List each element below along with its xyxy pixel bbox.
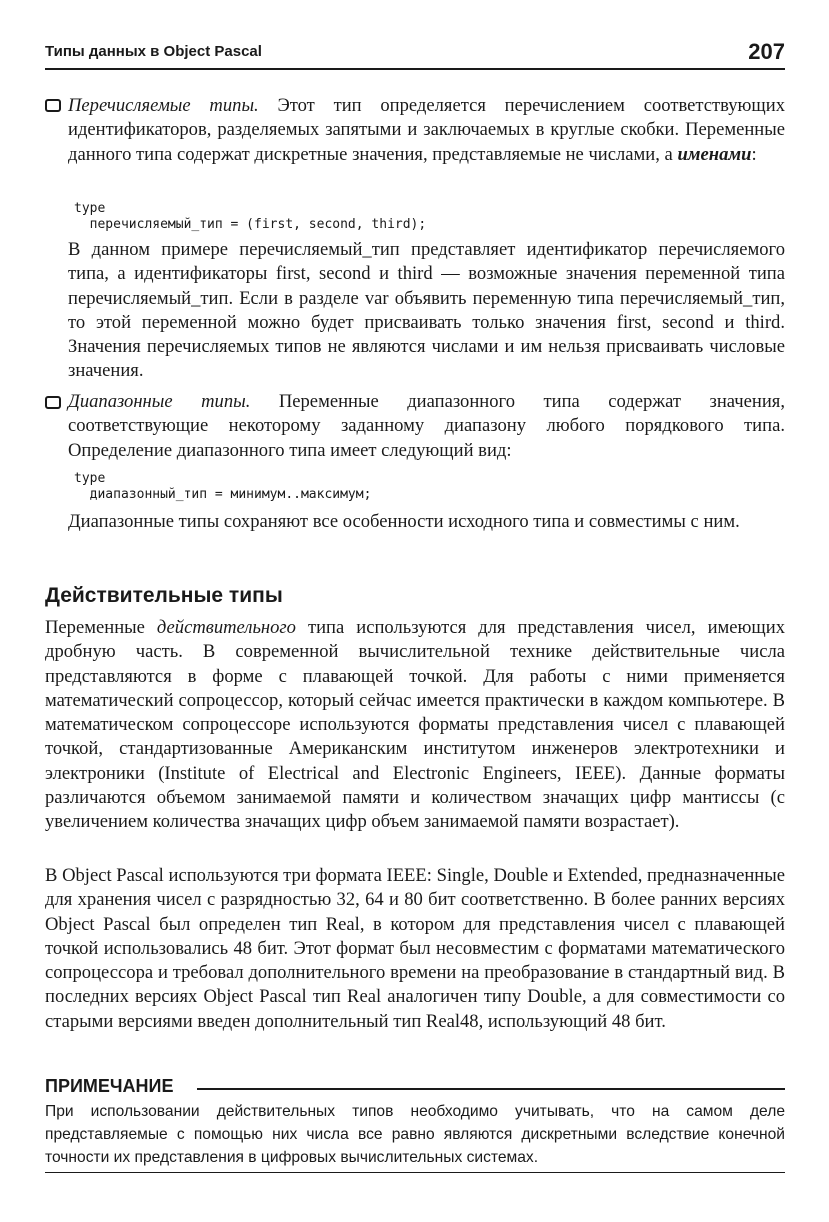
note-bottom-rule [45, 1172, 785, 1173]
note-text: При использовании действительных типов необходимо учитывать, что на самом деле представляемые с помощью них числа все равно являются дискретными вследствие конечной точности их представления в цифровых вычислительных системах. [45, 1103, 785, 1166]
code-enum: type перечисляемый_тип = (first, second, third); [74, 201, 427, 232]
bullet-text: Переменные диапазонного типа содержат значения, соответствующие некоторому заданному диапазону любого порядкового типа. Определение диапазонного типа имеет следующий вид: [68, 391, 785, 461]
bullet-enumerated-types [68, 94, 785, 167]
note-header [45, 1076, 785, 1100]
note-title: ПРИМЕЧАНИЕ [45, 1076, 174, 1096]
emphasis-real: действительного [156, 617, 296, 638]
term-range: Диапазонные типы. [68, 391, 251, 412]
running-header [45, 38, 785, 70]
emphasis-names: именами [677, 143, 752, 165]
colon: : [751, 143, 757, 165]
term-enumerated: Перечисляемые типы. [68, 95, 259, 116]
text: типа используются для представления чисел, имеющих дробную часть. В современной вычислительной технике действительные числа представляются в форме с плавающей точкой. Для работы с ними применяется математический сопроцессор, который сейчас имеется практически в каждом компьютере. В математическом сопроцессоре используются форматы представления чисел с плавающей точкой, стандартизованные Американским институтом инженеров электротехники и электроники (Institute of Electrical and Electronic Engineers, IEEE). Данные форматы различаются объемом занимаемой памяти и количеством значащих цифр мантиссы (с увеличением количества значащих цифр объем занимаемой памяти возрастает). [45, 617, 785, 833]
paragraph-enum: В данном примере перечисляемый_тип представляет идентификатор перечисляемого типа, а идентификаторы first, second и third — возможные значения переменной типа перечисляемый_тип. Если в разделе var объявить переменную типа перечисляемый_тип, то этой переменной можно будет присваивать только значения first, second и third. Значения перечисляемых типов не являются числами и им нельзя присваивать числовые значения. [68, 239, 785, 382]
text: Переменные [45, 617, 157, 638]
code-range: type диапазонный_тип = минимум..максимум; [74, 471, 372, 502]
page-number: 207 [748, 39, 785, 64]
book-page [45, 38, 785, 1198]
checkbox-bullet-icon [45, 396, 61, 409]
note-rule [197, 1088, 785, 1090]
bullet-text: Этот тип определяется перечислением соответствующих идентификаторов, разделяемых запятыми и заключаемых в круглые скобки. Переменные данного типа содержат дискретные значения, представляемые не числами, а [68, 95, 785, 165]
bullet-range-types [68, 390, 785, 463]
header-title: Типы данных в Object Pascal [45, 43, 262, 60]
paragraph-range: Диапазонные типы сохраняют все особенности исходного типа и совместимы с ним. [68, 511, 740, 532]
paragraph-real-types-1 [45, 616, 785, 835]
checkbox-bullet-icon [45, 99, 61, 112]
paragraph-real-types-2: В Object Pascal используются три формата IEEE: Single, Double и Extended, предназначенные для хранения чисел с разрядностью 32, 64 и 80 бит соответственно. В более ранних версиях Object Pascal был определен тип Real, в котором для представления чисел с плавающей точкой использовались 48 бит. Этот формат был несовместим с форматами математического сопроцессора и требовал дополнительного времени на преобразование в стандартный вид. В последних версиях Object Pascal тип Real аналогичен типу Double, а для совместимости со старыми версиями введен дополнительный тип Real48, использующий 48 бит. [45, 865, 785, 1032]
section-heading: Действительные типы [45, 584, 283, 607]
